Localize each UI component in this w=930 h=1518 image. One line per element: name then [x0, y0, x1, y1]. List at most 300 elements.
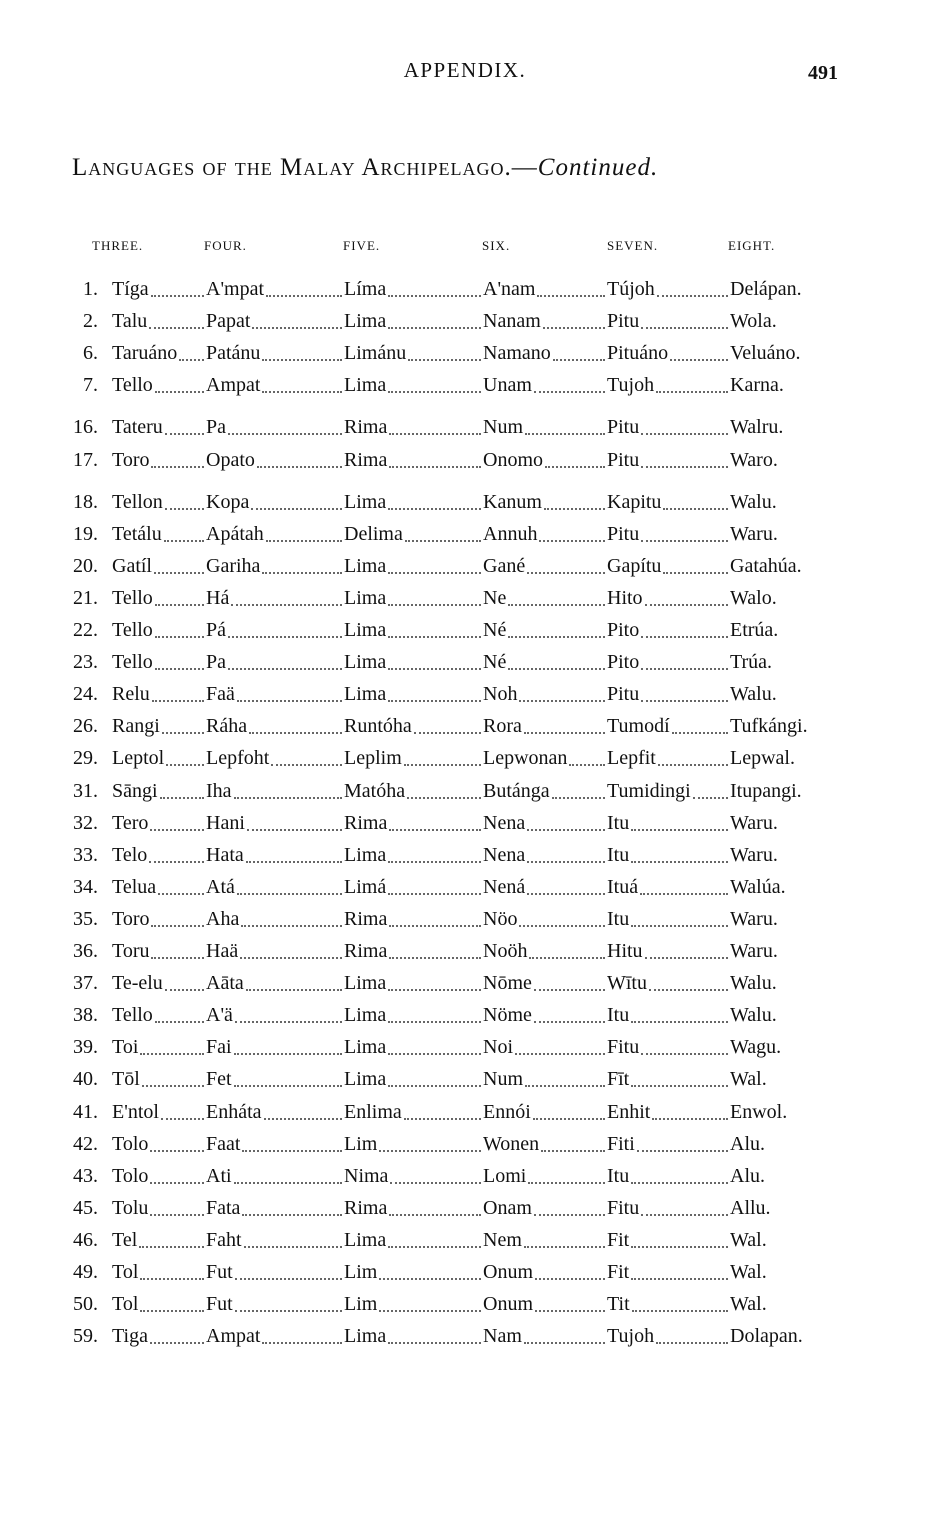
cell-six: Annuh [483, 523, 538, 545]
cell-six: Nöo [483, 908, 518, 930]
cell-five: Limánu [344, 342, 407, 364]
row-number: 24. [73, 683, 98, 705]
cell-five: Rima [344, 940, 388, 962]
cell-six: Noi [483, 1036, 513, 1058]
row-number: 16. [73, 416, 98, 438]
cell-three: Tolu [112, 1197, 149, 1219]
cell-six: Nōme [483, 972, 532, 994]
row-number: 26. [73, 715, 98, 737]
column-headers [0, 238, 930, 262]
row-number: 17. [73, 449, 98, 471]
dot-leader [160, 796, 204, 799]
column-header-three: THREE. [92, 238, 144, 253]
cell-four: Faat [206, 1133, 241, 1155]
dot-leader [228, 635, 342, 638]
cell-three: Tol [112, 1293, 139, 1315]
cell-seven: Pitu [607, 310, 640, 332]
dot-leader [155, 1020, 204, 1023]
dot-leader [404, 1117, 481, 1120]
dot-leader [231, 603, 342, 606]
cell-seven: Fiti [607, 1133, 635, 1155]
dot-leader [237, 892, 342, 895]
cell-five: Lima [344, 491, 387, 513]
cell-six: Butánga [483, 780, 550, 802]
cell-six: Noöh [483, 940, 528, 962]
dot-leader [534, 1213, 605, 1216]
cell-four: Kopa [206, 491, 250, 513]
row-number: 45. [73, 1197, 98, 1219]
table-row [0, 776, 930, 806]
cell-five: Rima [344, 449, 388, 471]
cell-four: Haä [206, 940, 239, 962]
cell-six: Nanam [483, 310, 541, 332]
cell-seven: Gapítu [607, 555, 662, 577]
cell-seven: Itu [607, 1004, 630, 1026]
cell-three: Gatíl [112, 555, 152, 577]
dot-leader [140, 1052, 204, 1055]
cell-seven: Fīt [607, 1068, 630, 1090]
dot-leader [244, 1245, 342, 1248]
cell-five: Lima [344, 651, 387, 673]
cell-eight: Lepwal. [730, 747, 795, 769]
cell-five: Lima [344, 972, 387, 994]
dot-leader [641, 635, 728, 638]
table-row [0, 583, 930, 613]
row-number: 22. [73, 619, 98, 641]
cell-three: E'ntol [112, 1101, 159, 1123]
cell-five: Lima [344, 683, 387, 705]
cell-eight: Waru. [730, 940, 778, 962]
dot-leader [234, 796, 342, 799]
cell-seven: Fit [607, 1261, 630, 1283]
table-row [0, 1321, 930, 1351]
table-row [0, 1097, 930, 1127]
table-row [0, 615, 930, 645]
cell-seven: Pito [607, 619, 640, 641]
dot-leader [657, 294, 728, 297]
cell-five: Rima [344, 416, 388, 438]
row-number: 23. [73, 651, 98, 673]
dot-leader [388, 1084, 481, 1087]
row-number: 1. [83, 278, 98, 300]
dot-leader [271, 763, 342, 766]
dot-leader [631, 860, 728, 863]
column-header-five: FIVE. [343, 238, 381, 253]
cell-four: Pa [206, 416, 226, 438]
dot-leader [150, 1341, 204, 1344]
cell-three: Tello [112, 619, 153, 641]
cell-four: Patánu [206, 342, 261, 364]
cell-five: Enlima [344, 1101, 402, 1123]
cell-four: Enháta [206, 1101, 262, 1123]
dot-leader [534, 1020, 605, 1023]
dot-leader [262, 358, 342, 361]
dot-leader [150, 828, 204, 831]
dot-leader [533, 1117, 605, 1120]
dot-leader [508, 635, 605, 638]
cell-six: Nem [483, 1229, 522, 1251]
dot-leader [388, 1020, 481, 1023]
cell-six: Gané [483, 555, 526, 577]
cell-three: Tiga [112, 1325, 148, 1347]
row-number: 50. [73, 1293, 98, 1315]
cell-three: Leptol [112, 747, 165, 769]
cell-eight: Walúa. [730, 876, 786, 898]
cell-six: Namano [483, 342, 551, 364]
cell-seven: Fitu [607, 1197, 640, 1219]
cell-five: Lima [344, 310, 387, 332]
cell-five: Rima [344, 1197, 388, 1219]
dot-leader [379, 1149, 481, 1152]
dot-leader [388, 892, 481, 895]
cell-six: Noh [483, 683, 518, 705]
dot-leader [388, 667, 481, 670]
cell-eight: Waru. [730, 812, 778, 834]
cell-five: Matóha [344, 780, 406, 802]
row-number: 34. [73, 876, 98, 898]
cell-seven: Itu [607, 1165, 630, 1187]
dot-leader [264, 1117, 342, 1120]
cell-seven: Lepfit [607, 747, 656, 769]
dot-leader [631, 1245, 728, 1248]
cell-four: Aha [206, 908, 240, 930]
dot-leader [155, 667, 204, 670]
dot-leader [545, 465, 605, 468]
cell-eight: Walru. [730, 416, 784, 438]
cell-eight: Walu. [730, 491, 777, 513]
dot-leader [641, 326, 728, 329]
cell-four: Faht [206, 1229, 242, 1251]
dot-leader [235, 1309, 342, 1312]
dot-leader [152, 699, 204, 702]
cell-five: Lima [344, 619, 387, 641]
table-row [0, 1289, 930, 1319]
cell-seven: Hitu [607, 940, 643, 962]
dot-leader [388, 390, 481, 393]
dot-leader [150, 1181, 204, 1184]
dot-leader [528, 1181, 605, 1184]
dot-leader [631, 1020, 728, 1023]
dot-leader [631, 1084, 728, 1087]
cell-eight: Walu. [730, 972, 777, 994]
cell-seven: Enhit [607, 1101, 651, 1123]
table-row [0, 1000, 930, 1030]
table-row [0, 306, 930, 336]
dot-leader [553, 358, 605, 361]
cell-three: Tello [112, 1004, 153, 1026]
cell-four: Ati [206, 1165, 232, 1187]
cell-eight: Dolapan. [730, 1325, 803, 1347]
dot-leader [388, 326, 481, 329]
dot-leader [537, 294, 605, 297]
dot-leader [246, 988, 342, 991]
dot-leader [637, 1149, 728, 1152]
dot-leader [404, 763, 481, 766]
cell-eight: Karna. [730, 374, 784, 396]
cell-eight: Waru. [730, 523, 778, 545]
cell-seven: Pitu [607, 449, 640, 471]
row-number: 59. [73, 1325, 98, 1347]
cell-five: Lima [344, 587, 387, 609]
cell-five: Lima [344, 1004, 387, 1026]
table-row [0, 840, 930, 870]
cell-seven: Tumidingi [607, 780, 691, 802]
cell-five: Líma [344, 278, 387, 300]
dot-leader [240, 956, 342, 959]
dot-leader [543, 326, 605, 329]
cell-five: Lima [344, 1068, 387, 1090]
cell-four: Hata [206, 844, 244, 866]
row-number: 43. [73, 1165, 98, 1187]
dot-leader [631, 1181, 728, 1184]
row-number: 32. [73, 812, 98, 834]
cell-six: Num [483, 1068, 523, 1090]
dot-leader [257, 465, 342, 468]
table-row [0, 1129, 930, 1159]
dot-leader [641, 1213, 728, 1216]
dot-leader [262, 1341, 342, 1344]
cell-six: Né [483, 619, 507, 641]
cell-seven: Fitu [607, 1036, 640, 1058]
cell-eight: Wal. [730, 1261, 767, 1283]
cell-six: Rora [483, 715, 522, 737]
dot-leader [645, 956, 728, 959]
dot-leader [155, 603, 204, 606]
dot-leader [645, 603, 728, 606]
cell-eight: Wagu. [730, 1036, 782, 1058]
cell-eight: Waru. [730, 908, 778, 930]
dot-leader [249, 731, 342, 734]
dot-leader [524, 1341, 605, 1344]
cell-three: Talu [112, 310, 148, 332]
cell-four: A'ä [206, 1004, 233, 1026]
cell-three: Tel [112, 1229, 138, 1251]
dot-leader [658, 763, 728, 766]
column-header-seven: SEVEN. [607, 238, 659, 253]
dot-leader [242, 1213, 342, 1216]
cell-eight: Wal. [730, 1293, 767, 1315]
cell-five: Lima [344, 1229, 387, 1251]
cell-seven: Tujoh [607, 374, 655, 396]
cell-six: Nena [483, 812, 526, 834]
table-row [0, 679, 930, 709]
table-row [0, 1257, 930, 1287]
cell-four: A'mpat [206, 278, 265, 300]
dot-leader [388, 988, 481, 991]
dot-leader [388, 571, 481, 574]
cell-seven: Kapitu [607, 491, 662, 513]
dot-leader [266, 294, 342, 297]
dot-leader [228, 667, 342, 670]
dot-leader [640, 892, 728, 895]
table-row [0, 1064, 930, 1094]
cell-eight: Itupangi. [730, 780, 802, 802]
row-number: 41. [73, 1101, 98, 1123]
cell-three: Sāngi [112, 780, 158, 802]
dot-leader [246, 860, 342, 863]
cell-seven: Pitu [607, 683, 640, 705]
dot-leader [527, 571, 605, 574]
cell-five: Lim [344, 1261, 378, 1283]
dot-leader [151, 924, 204, 927]
cell-eight: Gatahúa. [730, 555, 802, 577]
dot-leader [524, 1245, 605, 1248]
cell-three: Te-elu [112, 972, 163, 994]
cell-four: Opato [206, 449, 255, 471]
cell-six: Ennói [483, 1101, 531, 1123]
dot-leader [262, 390, 342, 393]
dot-leader [155, 390, 204, 393]
cell-eight: Wal. [730, 1068, 767, 1090]
dot-leader [234, 1052, 342, 1055]
dot-leader [234, 1181, 342, 1184]
dot-leader [525, 432, 605, 435]
cell-eight: Walu. [730, 683, 777, 705]
dot-leader [641, 667, 728, 670]
dot-leader [149, 326, 204, 329]
dot-leader [389, 828, 481, 831]
cell-five: Leplim [344, 747, 402, 769]
dot-leader [670, 358, 728, 361]
cell-eight: Waro. [730, 449, 778, 471]
dot-leader [266, 539, 342, 542]
dot-leader [405, 539, 481, 542]
cell-four: Fet [206, 1068, 232, 1090]
dot-leader [262, 571, 342, 574]
dot-leader [515, 1052, 605, 1055]
cell-four: Fai [206, 1036, 232, 1058]
cell-four: Ampat [206, 1325, 261, 1347]
dot-leader [165, 507, 204, 510]
dot-leader [535, 1309, 605, 1312]
dot-leader [139, 1245, 204, 1248]
dot-leader [252, 326, 342, 329]
cell-five: Limá [344, 876, 387, 898]
dot-leader [641, 699, 728, 702]
cell-eight: Delápan. [730, 278, 802, 300]
row-number: 7. [83, 374, 98, 396]
dot-leader [158, 892, 204, 895]
dot-leader [165, 432, 204, 435]
dot-leader [525, 1084, 605, 1087]
row-number: 42. [73, 1133, 98, 1155]
dot-leader [140, 1277, 204, 1280]
cell-five: Lima [344, 1325, 387, 1347]
cell-six: Onum [483, 1293, 533, 1315]
dot-leader [408, 358, 481, 361]
cell-six: Nená [483, 876, 526, 898]
dot-leader [544, 507, 605, 510]
cell-seven: Pitu [607, 523, 640, 545]
table-row [0, 1193, 930, 1223]
cell-four: Pá [206, 619, 226, 641]
cell-seven: Pito [607, 651, 640, 673]
dot-leader [552, 796, 605, 799]
cell-six: Onum [483, 1261, 533, 1283]
dot-leader [663, 571, 728, 574]
dot-leader [519, 699, 605, 702]
dot-leader [161, 1117, 204, 1120]
dot-leader [388, 294, 481, 297]
cell-three: Telo [112, 844, 148, 866]
row-number: 49. [73, 1261, 98, 1283]
cell-three: Toru [112, 940, 150, 962]
cell-three: Tetálu [112, 523, 162, 545]
cell-six: Num [483, 416, 523, 438]
cell-six: Onam [483, 1197, 532, 1219]
dot-leader [379, 1277, 481, 1280]
table-row [0, 808, 930, 838]
dot-leader [142, 1084, 204, 1087]
row-number: 36. [73, 940, 98, 962]
cell-seven: Pitu [607, 416, 640, 438]
cell-four: Há [206, 587, 230, 609]
table-row [0, 519, 930, 549]
dot-leader [389, 1213, 481, 1216]
dot-leader [508, 667, 605, 670]
dot-leader [242, 1149, 342, 1152]
cell-six: Nam [483, 1325, 522, 1347]
dot-leader [388, 507, 481, 510]
dot-leader [656, 390, 728, 393]
cell-five: Rima [344, 908, 388, 930]
dot-leader [534, 390, 605, 393]
cell-six: Nöme [483, 1004, 532, 1026]
row-number: 6. [83, 342, 98, 364]
cell-seven: Pituáno [607, 342, 669, 364]
dot-leader [179, 358, 204, 361]
dot-leader [164, 539, 204, 542]
dot-leader [519, 924, 605, 927]
cell-eight: Wola. [730, 310, 777, 332]
column-header-six: SIX. [482, 238, 511, 253]
dot-leader [631, 1277, 728, 1280]
cell-eight: Enwol. [730, 1101, 788, 1123]
dot-leader [390, 1181, 481, 1184]
dot-leader [150, 1213, 204, 1216]
dot-leader [663, 507, 728, 510]
dot-leader [527, 860, 605, 863]
cell-four: Hani [206, 812, 245, 834]
table-row [0, 1161, 930, 1191]
column-header-four: FOUR. [204, 238, 247, 253]
table-title-continued: Continued. [537, 154, 659, 181]
row-number: 40. [73, 1068, 98, 1090]
dot-leader [534, 988, 605, 991]
dot-leader [641, 432, 728, 435]
table-row [0, 551, 930, 581]
row-number: 46. [73, 1229, 98, 1251]
row-number: 35. [73, 908, 98, 930]
page-number: 491 [808, 62, 838, 84]
dot-leader [235, 1020, 342, 1023]
cell-five: Lim [344, 1133, 378, 1155]
cell-three: Tello [112, 651, 153, 673]
row-number: 31. [73, 780, 98, 802]
cell-five: Lim [344, 1293, 378, 1315]
cell-six: A'nam [483, 278, 536, 300]
dot-leader [247, 828, 342, 831]
table-row [0, 412, 930, 442]
dot-leader [414, 731, 481, 734]
cell-four: Fut [206, 1261, 233, 1283]
dot-leader [237, 699, 342, 702]
cell-eight: Allu. [730, 1197, 771, 1219]
cell-four: Ráha [206, 715, 248, 737]
cell-five: Delima [344, 523, 403, 545]
column-header-eight: EIGHT. [728, 238, 776, 253]
table-row [0, 338, 930, 368]
